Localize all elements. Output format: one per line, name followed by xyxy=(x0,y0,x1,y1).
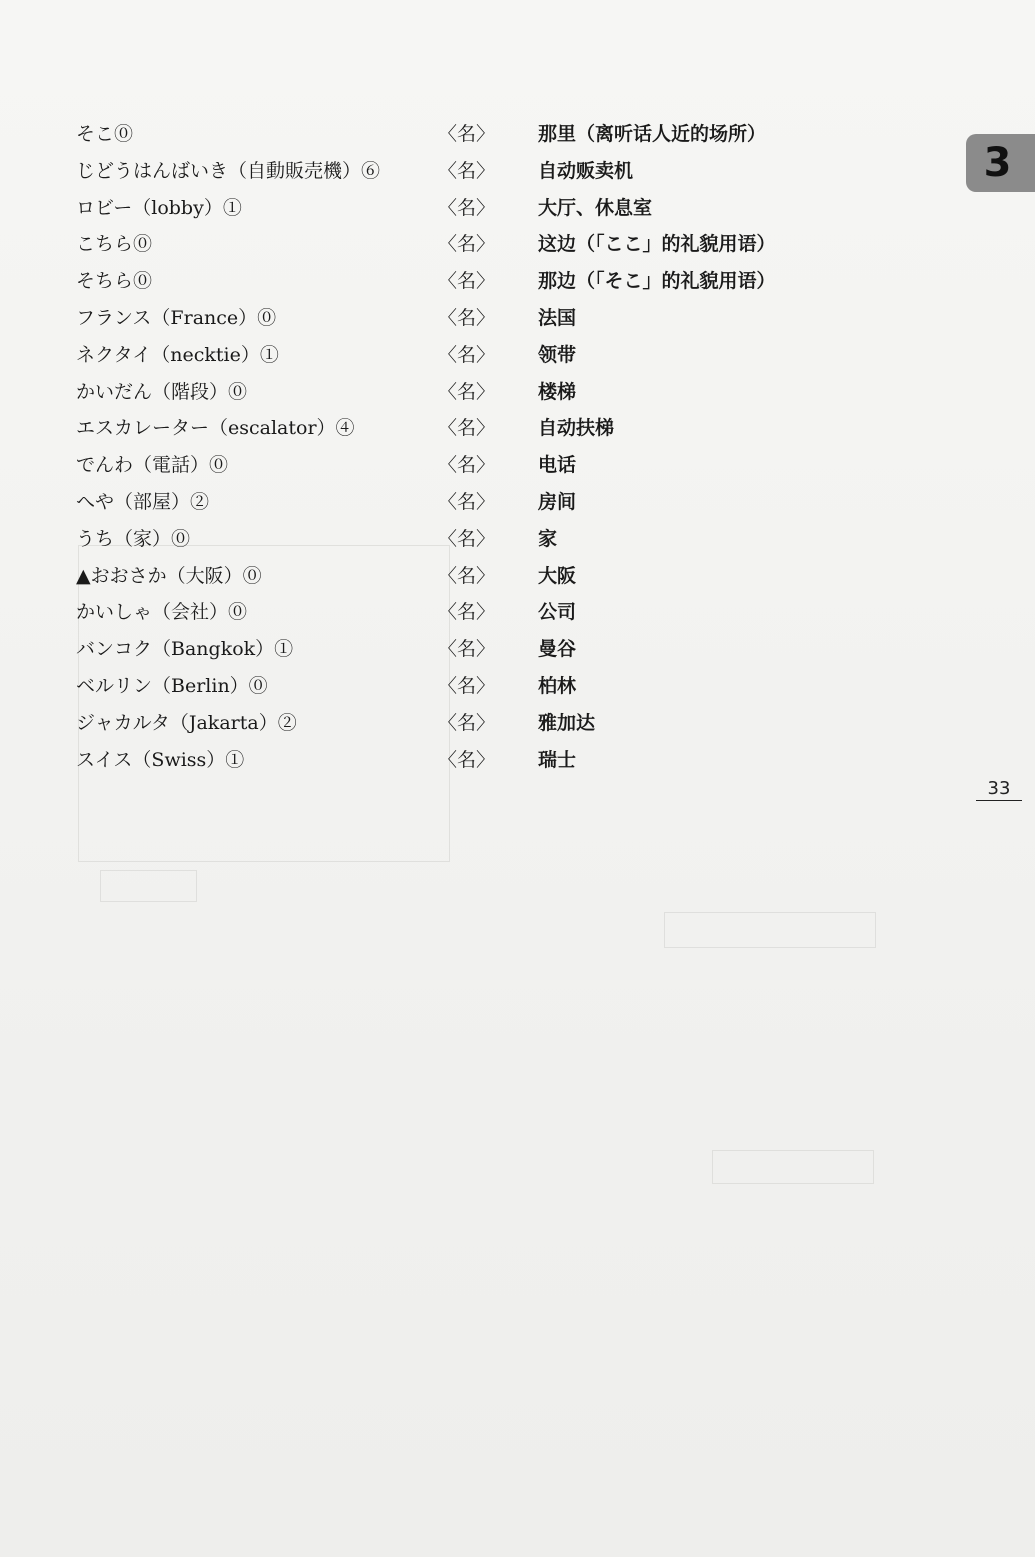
vocab-word: バンコク（Bangkok）① xyxy=(76,638,294,661)
vocab-row xyxy=(76,484,836,521)
vocab-row xyxy=(76,190,836,227)
vocab-row xyxy=(76,447,836,484)
vocab-word: ネクタイ（necktie）① xyxy=(76,343,279,366)
vocab-row xyxy=(76,705,836,742)
vocab-part-of-speech: 〈名〉 xyxy=(438,343,496,366)
vocab-row xyxy=(76,116,836,153)
vocab-part-of-speech: 〈名〉 xyxy=(438,159,496,182)
chapter-tab: 3 xyxy=(966,134,1035,192)
vocab-part-of-speech: 〈名〉 xyxy=(438,417,496,440)
vocab-row xyxy=(76,742,836,779)
vocab-row xyxy=(76,668,836,705)
vocab-word: かいだん（階段）⓪ xyxy=(76,380,248,403)
vocab-part-of-speech: 〈名〉 xyxy=(438,564,496,587)
vocab-row xyxy=(76,374,836,411)
vocab-meaning: 大厅、休息室 xyxy=(538,196,653,219)
vocab-part-of-speech: 〈名〉 xyxy=(438,454,496,477)
vocab-row xyxy=(76,410,836,447)
bleed-through-box xyxy=(712,1150,874,1184)
vocab-row xyxy=(76,226,836,263)
vocab-part-of-speech: 〈名〉 xyxy=(438,601,496,624)
vocab-meaning: 家 xyxy=(538,527,558,550)
vocab-meaning: 瑞士 xyxy=(538,748,577,771)
bleed-through-box xyxy=(664,912,876,948)
vocab-word: エスカレーター（escalator）④ xyxy=(76,417,355,440)
vocab-word: そこ⓪ xyxy=(76,123,134,145)
vocab-word: うち（家）⓪ xyxy=(76,527,191,550)
vocab-word: じどうはんばいき（自動販売機）⑥ xyxy=(76,159,381,182)
vocab-part-of-speech: 〈名〉 xyxy=(438,123,496,145)
vocab-row xyxy=(76,631,836,668)
vocab-meaning: 领带 xyxy=(538,343,577,366)
vocab-row xyxy=(76,558,836,595)
vocab-part-of-speech: 〈名〉 xyxy=(438,527,496,550)
vocab-word: ロビー（lobby）① xyxy=(76,196,242,219)
vocab-meaning: 这边（「ここ」的礼貌用语） xyxy=(538,233,776,256)
vocab-meaning: 法国 xyxy=(538,306,577,329)
vocab-word: かいしゃ（会社）⓪ xyxy=(76,601,248,624)
vocab-part-of-speech: 〈名〉 xyxy=(438,233,496,256)
vocab-meaning: 电话 xyxy=(538,454,577,477)
vocab-meaning: 那边（「そこ」的礼貌用语） xyxy=(538,270,776,293)
vocab-part-of-speech: 〈名〉 xyxy=(438,380,496,403)
vocab-row xyxy=(76,521,836,558)
vocab-meaning: 柏林 xyxy=(538,674,577,697)
vocab-part-of-speech: 〈名〉 xyxy=(438,270,496,293)
vocab-part-of-speech: 〈名〉 xyxy=(438,674,496,697)
vocab-word: ベルリン（Berlin）⓪ xyxy=(76,674,268,697)
vocab-word: ▲おおさか（大阪）⓪ xyxy=(76,564,262,587)
vocab-part-of-speech: 〈名〉 xyxy=(438,711,496,734)
vocab-meaning: 自动扶梯 xyxy=(538,417,615,440)
vocab-row xyxy=(76,300,836,337)
vocab-meaning: 楼梯 xyxy=(538,380,577,403)
vocab-row xyxy=(76,153,836,190)
vocab-part-of-speech: 〈名〉 xyxy=(438,490,496,513)
bleed-through-box xyxy=(100,870,197,902)
vocab-meaning: 自动贩卖机 xyxy=(538,159,634,182)
vocab-meaning: 曼谷 xyxy=(538,638,577,661)
vocab-word: ジャカルタ（Jakarta）② xyxy=(76,711,297,734)
vocab-word: フランス（France）⓪ xyxy=(76,306,277,329)
vocab-part-of-speech: 〈名〉 xyxy=(438,306,496,329)
vocab-word: こちら⓪ xyxy=(76,233,153,256)
page-number: 33 xyxy=(976,778,1022,801)
vocab-row xyxy=(76,594,836,631)
vocab-row xyxy=(76,263,836,300)
vocab-meaning: 大阪 xyxy=(538,564,577,587)
vocab-meaning: 公司 xyxy=(538,601,577,624)
vocab-meaning: 房间 xyxy=(538,490,577,513)
vocabulary-list xyxy=(76,116,836,778)
vocab-part-of-speech: 〈名〉 xyxy=(438,638,496,661)
vocab-word: でんわ（電話）⓪ xyxy=(76,454,229,477)
vocab-part-of-speech: 〈名〉 xyxy=(438,196,496,219)
vocab-word: へや（部屋）② xyxy=(76,490,210,513)
vocab-word: スイス（Swiss）① xyxy=(76,748,245,771)
vocab-word: そちら⓪ xyxy=(76,270,153,293)
vocab-part-of-speech: 〈名〉 xyxy=(438,748,496,771)
vocab-meaning: 那里（离听话人近的场所） xyxy=(538,123,767,145)
vocab-row xyxy=(76,337,836,374)
vocab-meaning: 雅加达 xyxy=(538,711,596,734)
